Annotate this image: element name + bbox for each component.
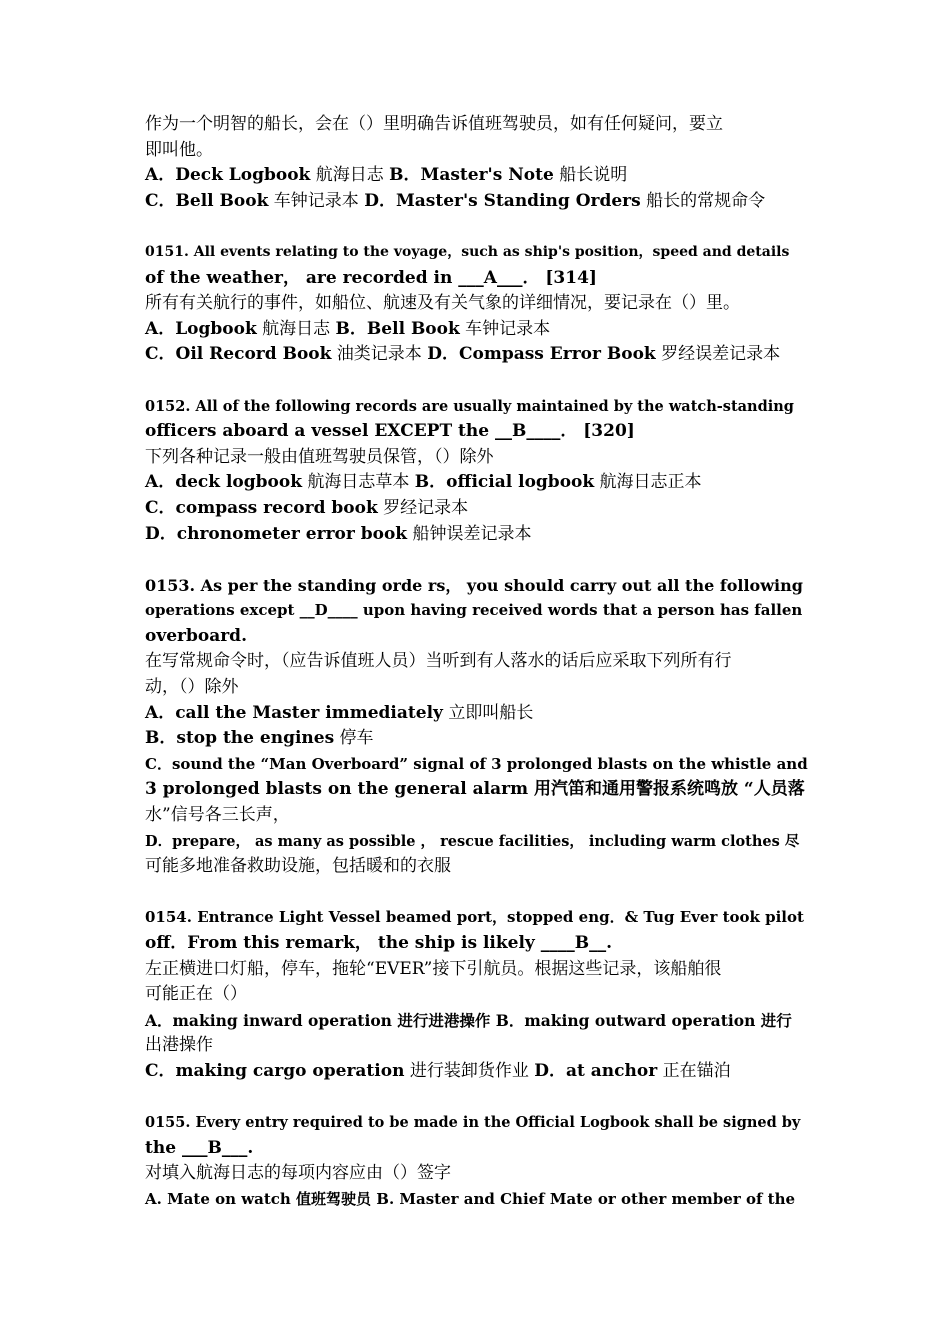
option-c-line: C．sound the “Man Overboard” signal of 3 prolonged blasts on the whistle and [145, 754, 808, 773]
question-en-line: 0155. Every entry required to be made in the Official Logbook shall be signed by [145, 1114, 801, 1132]
option-line [145, 726, 808, 752]
question-0153 [145, 573, 808, 880]
option-en: stop the engines [176, 728, 335, 749]
option-line [145, 701, 808, 727]
question-0155 [145, 1110, 808, 1212]
option-zh: 航海日志 [310, 165, 390, 186]
option-en: official logbook [446, 472, 595, 493]
option-label: D． [364, 190, 396, 211]
option-en: compass record book [175, 497, 378, 518]
question-zh-line: 可能正在（） [145, 984, 247, 1005]
option-line [145, 189, 808, 215]
question-en-line: 0153. As per the standing orde rs， you should carry out all the following [145, 575, 803, 595]
question-0152 [145, 394, 808, 548]
option-en: Oil Record Book [175, 344, 332, 365]
option-en: Deck Logbook [175, 165, 311, 186]
option-en: making cargo operation [175, 1060, 405, 1081]
option-en: deck logbook [175, 472, 302, 493]
question-0151 [145, 240, 808, 368]
option-c-line: 3 prolonged blasts on the general alarm 用汽笛和通用警报系统鸣放 “人员落 [145, 779, 805, 800]
option-zh: 车钟记录本 [459, 318, 551, 339]
option-zh: 航海日志正本 [594, 472, 702, 493]
option-line [145, 163, 808, 189]
spacer [145, 547, 808, 573]
option-label: C． [145, 1060, 176, 1081]
question-zh-line: 即叫他。 [145, 139, 213, 160]
option-line [145, 342, 808, 368]
question-zh-line: 左正横进口灯船，停车，拖轮“EVER”接下引航员。根据这些记录，该船舶很 [145, 958, 722, 979]
question-en-line: off．From this remark， the ship is likely ____B__. [145, 933, 612, 953]
option-en: call the Master immediately [175, 702, 443, 723]
option-label: A． [145, 702, 176, 723]
option-c-line: 水”信号各三长声， [145, 805, 290, 826]
option-en: chronometer error book [176, 523, 408, 544]
option-line: A. Mate on watch 值班驾驶员 B. Master and Chief Mate or other member of the [145, 1189, 796, 1208]
option-label: D． [145, 523, 177, 544]
option-label: D． [534, 1060, 566, 1081]
option-en: Compass Error Book [458, 344, 656, 365]
question-en-line: 0151. All events relating to the voyage，such as ship's position，speed and details [145, 243, 790, 260]
option-label: B． [335, 318, 367, 339]
option-zh: 进行装卸货作业 [404, 1060, 535, 1081]
option-line [145, 522, 808, 548]
question-en-line: officers aboard a vessel EXCEPT the __B____． [320] [145, 421, 635, 442]
question-zh-line: 下列各种记录一般由值班驾驶员保管，（）除外 [145, 446, 494, 467]
question-zh-line: 所有有关航行的事件，如船位、航速及有关气象的详细情况，要记录在（）里。 [145, 293, 740, 314]
question-zh-line: 动，（）除外 [145, 677, 239, 698]
option-d-line: D．prepare， as many as possible ， rescue facilities， including warm clothes 尽 [145, 832, 800, 850]
option-ab-line: 出港操作 [145, 1035, 213, 1056]
spacer [145, 1085, 808, 1111]
option-line [145, 317, 808, 343]
option-en: at anchor [566, 1060, 658, 1081]
option-zh: 油类记录本 [331, 344, 428, 365]
question-zh-line: 作为一个明智的船长，会在（）里明确告诉值班驾驶员，如有任何疑问，要立 [145, 114, 723, 134]
option-zh: 航海日志 [256, 318, 336, 339]
option-label: D． [427, 344, 459, 365]
option-label: C． [145, 497, 176, 518]
option-line [145, 470, 808, 496]
option-en: Bell Book [366, 318, 460, 339]
option-zh: 罗经记录本 [377, 497, 469, 518]
option-label: A． [145, 165, 176, 186]
spacer [145, 368, 808, 394]
option-zh: 船钟误差记录本 [407, 523, 532, 544]
option-zh: 车钟记录本 [268, 190, 365, 211]
option-en: Logbook [175, 318, 257, 339]
option-en: Bell Book [175, 190, 269, 211]
option-label: B． [145, 728, 177, 749]
question-top [145, 112, 808, 214]
question-en-line: the ___B___. [145, 1137, 254, 1158]
option-en: Master's Note [420, 165, 554, 186]
option-label: B． [389, 165, 421, 186]
option-line [145, 496, 808, 522]
question-zh-line: 在写常规命令时，（应告诉值班人员）当听到有人落水的话后应采取下列所有行 [145, 651, 732, 672]
option-zh: 停车 [334, 728, 374, 749]
option-ab-line: A．making inward operation 进行进港操作 B．making outward operation 进行 [145, 1010, 792, 1030]
question-zh-line: 对填入航海日志的每项内容应由（）签字 [145, 1163, 451, 1184]
option-label: B． [414, 472, 447, 493]
option-zh: 航海日志草本 [301, 472, 415, 493]
option-d-line: 可能多地准备救助设施，包括暖和的衣服 [145, 856, 451, 877]
question-en-line: 0154. Entrance Light Vessel beamed port，stopped eng．& Tug Ever took pilot [145, 908, 804, 927]
spacer [145, 880, 808, 906]
spacer [145, 214, 808, 240]
option-label: C． [145, 344, 176, 365]
option-zh: 立即叫船长 [442, 702, 534, 723]
option-label: C． [145, 190, 176, 211]
document-page [145, 112, 808, 1213]
question-en-line: of the weather， are recorded in ___A___． [314] [145, 267, 597, 288]
option-zh: 正在锚泊 [657, 1060, 731, 1081]
option-zh: 船长说明 [553, 165, 628, 186]
question-en-line: 0152. All of the following records are usually maintained by the watch-standing [145, 397, 794, 415]
option-line [145, 1059, 808, 1085]
option-label: A． [145, 318, 176, 339]
option-zh: 船长的常规命令 [640, 190, 766, 211]
question-en-line: overboard. [145, 625, 247, 646]
option-zh: 罗经误差记录本 [655, 344, 781, 365]
option-en: Master's Standing Orders [395, 190, 641, 211]
question-0154 [145, 905, 808, 1084]
question-en-line: operations except __D____ upon having received words that a person has fallen [145, 601, 803, 620]
option-label: A． [145, 472, 176, 493]
